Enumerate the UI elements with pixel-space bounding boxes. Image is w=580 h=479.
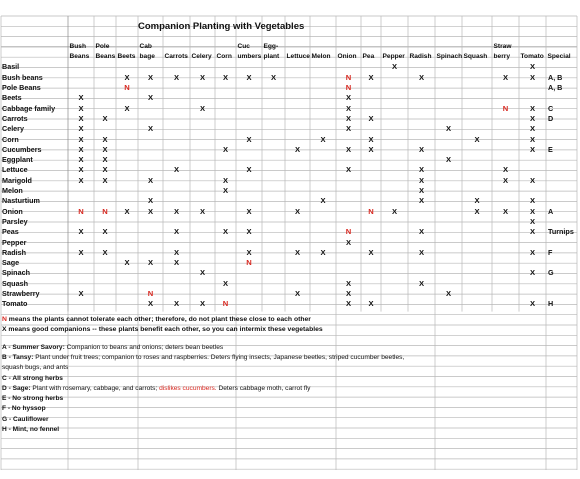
companion-mark: X xyxy=(529,144,536,154)
column-header-top: Egg- xyxy=(263,43,279,50)
companion-mark: X xyxy=(199,72,206,82)
column-header-bottom: Squash xyxy=(463,53,488,60)
note-line xyxy=(2,394,63,403)
incompatible-mark: N xyxy=(147,289,154,298)
column-header-bottom: Beets xyxy=(117,53,136,60)
companion-mark: X xyxy=(78,165,84,175)
companion-mark: X xyxy=(529,175,536,185)
companion-mark: X xyxy=(173,299,180,309)
companion-mark: X xyxy=(199,299,206,309)
companion-mark: X xyxy=(391,62,398,72)
companion-mark: X xyxy=(529,196,536,206)
companion-mark: X xyxy=(418,165,425,175)
note-head: D - Sage: xyxy=(2,384,31,392)
companion-mark: X xyxy=(173,227,180,237)
note-head: H - Mint, no fennel xyxy=(2,426,60,433)
companion-mark: X xyxy=(502,206,509,216)
companion-mark: X xyxy=(368,113,374,123)
note-line xyxy=(2,353,404,362)
companion-mark: X xyxy=(529,216,536,226)
special-code: C xyxy=(548,103,554,113)
companion-mark: X xyxy=(78,93,84,103)
companion-mark: X xyxy=(294,206,301,216)
row-label: Beets xyxy=(2,93,22,103)
companion-mark: X xyxy=(246,206,252,216)
companion-mark: X xyxy=(529,124,536,134)
incompatible-mark: N xyxy=(345,227,352,237)
column-header-top: Straw xyxy=(493,43,512,50)
incompatible-mark: N xyxy=(345,72,352,82)
column-header-bottom: Melon xyxy=(311,53,331,60)
note-text: Companion to beans and onions; deters bean beetles xyxy=(64,343,224,351)
incompatible-mark: N xyxy=(502,103,509,113)
note-text: Plant under fruit trees; companion to roses and raspberries. Deters flying insects, Japanese beetles, striped cucumber beetles, xyxy=(33,353,405,361)
companion-mark: X xyxy=(270,72,277,82)
companion-mark: X xyxy=(345,93,352,103)
special-code: G xyxy=(548,268,554,278)
companion-mark: X xyxy=(78,124,84,134)
row-label: Marigold xyxy=(2,175,32,185)
companion-mark: X xyxy=(529,206,536,216)
note-red: dislikes cucumbers. xyxy=(159,384,217,392)
row-label: Sage xyxy=(2,258,20,268)
companion-mark: X xyxy=(222,186,229,195)
companion-mark: X xyxy=(345,113,352,123)
companion-mark: X xyxy=(173,206,180,216)
companion-mark: X xyxy=(502,72,509,82)
legend-line xyxy=(2,315,311,325)
row-label: Cabbage family xyxy=(2,103,56,113)
companion-mark: X xyxy=(418,186,425,195)
row-label: Celery xyxy=(2,124,24,134)
row-label: Spinach xyxy=(2,268,30,278)
companion-mark: X xyxy=(102,144,108,154)
companion-mark: X xyxy=(294,144,301,154)
companion-mark: X xyxy=(222,72,229,82)
column-header-bottom: Corn xyxy=(216,53,232,60)
row-label: Melon xyxy=(2,186,23,195)
companion-mark: X xyxy=(246,227,252,237)
companion-mark: X xyxy=(78,175,84,185)
row-label: Nasturtium xyxy=(2,196,40,206)
column-header-bottom: Pepper xyxy=(382,53,405,60)
note-line xyxy=(2,363,68,372)
legend-symbol: X xyxy=(2,325,7,333)
companion-mark: X xyxy=(102,247,108,257)
companion-mark: X xyxy=(78,103,84,113)
companion-mark: X xyxy=(147,299,154,309)
companion-mark: X xyxy=(147,258,154,268)
legend-text: means good companions -- these plants benefit each other, so you can intermix these vegetables xyxy=(6,325,323,333)
column-header-bottom: Lettuce xyxy=(286,53,310,60)
row-label: Cucumbers xyxy=(2,144,42,154)
row-label: Pepper xyxy=(2,237,27,247)
companion-mark: X xyxy=(345,124,352,134)
incompatible-mark: N xyxy=(368,206,374,216)
companion-mark: X xyxy=(474,196,480,206)
companion-mark: X xyxy=(529,103,536,113)
companion-mark: X xyxy=(368,72,374,82)
column-header-bottom: Beans xyxy=(95,53,116,60)
companion-mark: X xyxy=(173,165,180,175)
companion-mark: X xyxy=(147,93,154,103)
column-header-bottom: Spinach xyxy=(436,53,463,60)
row-label: Corn xyxy=(2,134,19,144)
companion-mark: X xyxy=(147,196,154,206)
incompatible-mark: N xyxy=(124,83,130,92)
special-code: D xyxy=(548,113,554,123)
incompatible-mark: N xyxy=(246,258,252,268)
companion-mark: X xyxy=(124,258,130,268)
companion-mark: X xyxy=(418,196,425,206)
companion-mark: X xyxy=(529,134,536,144)
note-head: C - All strong herbs xyxy=(2,374,63,382)
note-head: B - Tansy: xyxy=(2,353,34,361)
companion-mark: X xyxy=(345,144,352,154)
column-header-top: Cab xyxy=(139,43,152,50)
note-head: F - No hyssop xyxy=(2,405,46,413)
companion-mark: X xyxy=(102,134,108,144)
special-code: H xyxy=(548,299,554,309)
column-header-bottom: Tomato xyxy=(520,53,544,60)
companion-mark: X xyxy=(320,247,326,257)
companion-mark: X xyxy=(529,299,536,309)
row-label: Eggplant xyxy=(2,155,33,165)
row-label: Tomato xyxy=(2,299,28,309)
column-header-bottom: Beans xyxy=(69,53,90,60)
companion-mark: X xyxy=(102,113,108,123)
companion-mark: X xyxy=(345,299,352,309)
row-label: Carrots xyxy=(2,113,28,123)
special-code: E xyxy=(548,144,553,154)
legend-symbol: N xyxy=(2,315,7,323)
companion-mark: X xyxy=(173,72,180,82)
companion-mark: X xyxy=(222,144,229,154)
column-header-bottom: plant xyxy=(263,53,280,60)
special-code: A xyxy=(548,206,554,216)
companion-mark: X xyxy=(147,72,154,82)
column-header-top: Cuc xyxy=(237,43,250,50)
row-label: Parsley xyxy=(2,216,28,226)
companion-mark: X xyxy=(78,155,84,165)
companion-mark: X xyxy=(418,175,425,185)
column-header-bottom: Carrots xyxy=(164,53,188,60)
companion-mark: X xyxy=(102,227,108,237)
note-line xyxy=(2,415,49,424)
companion-mark: X xyxy=(418,144,425,154)
special-code: F xyxy=(548,247,553,257)
note-head: E - No strong herbs xyxy=(2,395,64,403)
column-header-top: Pole xyxy=(95,43,110,50)
companion-mark: X xyxy=(529,72,536,82)
companion-mark: X xyxy=(78,113,84,123)
companion-mark: X xyxy=(222,278,229,288)
companion-mark: X xyxy=(418,72,425,82)
column-header-bottom: Pea xyxy=(362,53,375,60)
note-line xyxy=(2,343,223,352)
companion-mark: X xyxy=(320,134,326,144)
companion-mark: X xyxy=(147,124,154,134)
companion-mark: X xyxy=(368,134,374,144)
special-code: Turnips xyxy=(548,227,574,237)
row-label: Peas xyxy=(2,227,19,237)
row-label: Onion xyxy=(2,206,23,216)
companion-mark: X xyxy=(529,113,536,123)
companion-mark: X xyxy=(445,289,452,298)
companion-mark: X xyxy=(502,165,509,175)
incompatible-mark: N xyxy=(78,206,84,216)
companion-mark: X xyxy=(345,289,352,298)
incompatible-mark: N xyxy=(102,206,108,216)
companion-mark: X xyxy=(445,124,452,134)
companion-mark: X xyxy=(345,103,352,113)
row-label: Radish xyxy=(2,247,26,257)
companion-mark: X xyxy=(474,134,480,144)
companion-mark: X xyxy=(199,103,206,113)
column-header-bottom: Celery xyxy=(191,53,212,60)
companion-mark: X xyxy=(246,165,252,175)
companion-mark: X xyxy=(529,227,536,237)
companion-mark: X xyxy=(124,206,130,216)
column-header-bottom: berry xyxy=(493,53,510,60)
note-line xyxy=(2,374,63,383)
companion-mark: X xyxy=(173,247,180,257)
row-label: Pole Beans xyxy=(2,83,41,92)
note-tail: Deters cabbage moth, carrot fly xyxy=(216,384,311,392)
companion-mark: X xyxy=(246,134,252,144)
companion-mark: X xyxy=(345,237,352,247)
legend-text: means the plants cannot tolerate each other; therefore, do not plant these close to each other xyxy=(6,315,311,323)
companion-mark: X xyxy=(529,268,536,278)
companion-mark: X xyxy=(368,299,374,309)
companion-mark: X xyxy=(78,144,84,154)
companion-mark: X xyxy=(246,247,252,257)
companion-mark: X xyxy=(173,258,180,268)
column-header-bottom: Onion xyxy=(337,53,357,60)
companion-mark: X xyxy=(320,196,326,206)
companion-mark: X xyxy=(445,155,452,165)
legend-line xyxy=(2,325,323,335)
note-head: G - Cauliflower xyxy=(2,415,49,423)
companion-mark: X xyxy=(418,247,425,257)
column-header-top: Bush xyxy=(69,43,86,50)
row-label: Lettuce xyxy=(2,165,28,175)
companion-mark: X xyxy=(222,227,229,237)
incompatible-mark: N xyxy=(345,83,352,92)
companion-mark: X xyxy=(345,165,352,175)
companion-mark: X xyxy=(502,175,509,185)
companion-mark: X xyxy=(294,247,301,257)
page-title: Companion Planting with Vegetables xyxy=(138,21,305,32)
companion-mark: X xyxy=(222,175,229,185)
note-line xyxy=(2,404,46,413)
note-text: squash bugs, and ants xyxy=(2,364,69,372)
note-line xyxy=(2,384,310,393)
column-header-bottom: umbers xyxy=(237,53,262,60)
incompatible-mark: N xyxy=(222,299,229,309)
note-line xyxy=(2,425,59,434)
companion-mark: X xyxy=(391,206,398,216)
companion-mark: X xyxy=(124,103,130,113)
companion-mark: X xyxy=(418,227,425,237)
column-header-bottom: Special xyxy=(547,53,571,60)
column-header-bottom: bage xyxy=(139,53,155,60)
companion-mark: X xyxy=(147,206,154,216)
row-label: Bush beans xyxy=(2,72,43,82)
companion-mark: X xyxy=(529,62,536,72)
companion-mark: X xyxy=(345,278,352,288)
companion-mark: X xyxy=(199,206,206,216)
special-code: A, B xyxy=(548,83,563,92)
companion-mark: X xyxy=(246,72,252,82)
companion-mark: X xyxy=(78,134,84,144)
companion-mark: X xyxy=(78,227,84,237)
companion-mark: X xyxy=(102,175,108,185)
companion-mark: X xyxy=(78,247,84,257)
column-header-bottom: Radish xyxy=(409,53,432,60)
companion-mark: X xyxy=(102,165,108,175)
companion-mark: X xyxy=(368,144,374,154)
row-label: Squash xyxy=(2,278,28,288)
companion-mark: X xyxy=(78,289,84,298)
note-text: Plant with rosemary, cabbage, and carrots; xyxy=(30,384,160,392)
companion-mark: X xyxy=(474,206,480,216)
row-label: Basil xyxy=(2,62,20,72)
companion-mark: X xyxy=(102,155,108,165)
row-label: Strawberry xyxy=(2,289,40,298)
companion-mark: X xyxy=(147,175,154,185)
note-head: A - Summer Savory: xyxy=(2,343,65,351)
companion-mark: X xyxy=(124,72,130,82)
companion-mark: X xyxy=(199,268,206,278)
companion-mark: X xyxy=(368,247,374,257)
companion-mark: X xyxy=(294,289,301,298)
companion-mark: X xyxy=(529,247,536,257)
special-code: A, B xyxy=(548,72,563,82)
companion-mark: X xyxy=(418,278,425,288)
